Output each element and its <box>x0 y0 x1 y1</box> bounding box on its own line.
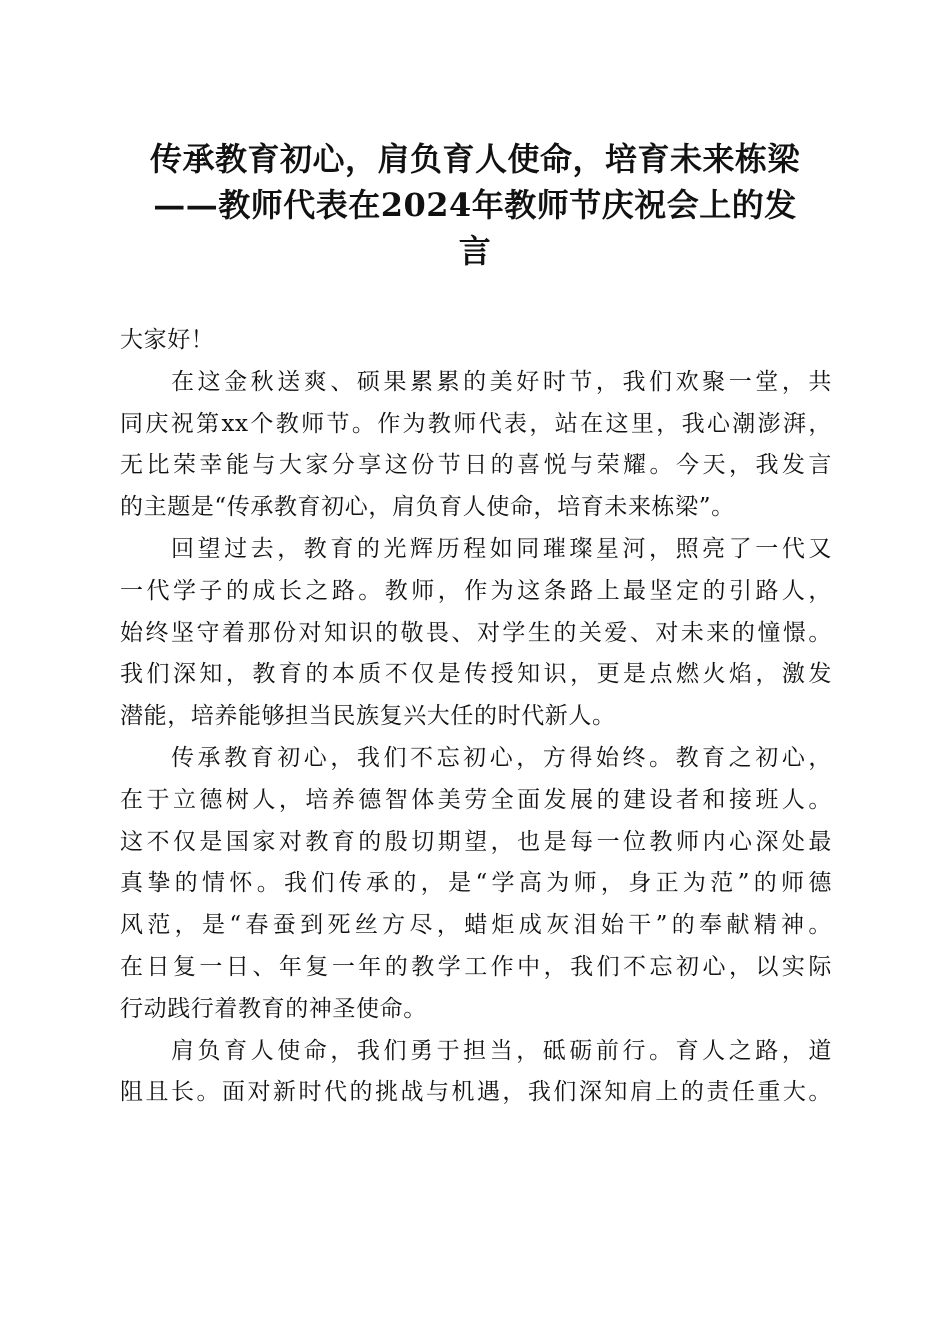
paragraph-line: 回望过去，教育的光辉历程如同璀璨星河，照亮了一代又 <box>171 535 832 562</box>
paragraph-line: 始终坚守着那份对知识的敬畏、对学生的关爱、对未来的憧憬。 <box>120 619 832 646</box>
paragraph-line: 在于立德树人，培养德智体美劳全面发展的建设者和接班人。 <box>120 786 832 813</box>
title-line-3: 言 <box>458 232 492 270</box>
paragraph-line: 行动践行着教育的神圣使命。 <box>120 995 427 1022</box>
paragraph-line: 真挚的情怀。我们传承的，是“学高为师，身正为范”的师德 <box>120 870 832 897</box>
paragraph-line: 传承教育初心，我们不忘初心，方得始终。教育之初心， <box>171 744 832 771</box>
document-body <box>120 320 832 1114</box>
paragraph-line: 无比荣幸能与大家分享这份节日的喜悦与荣耀。今天，我发言 <box>120 452 832 479</box>
greeting: 大家好！ <box>120 327 215 353</box>
title-line-2: ——教师代表在2024年教师节庆祝会上的发 <box>153 186 797 224</box>
paragraph-line: 这不仅是国家对教育的殷切期望，也是每一位教师内心深处最 <box>120 828 832 855</box>
paragraph-line: 同庆祝第xx个教师节。作为教师代表，站在这里，我心潮澎湃， <box>120 410 832 437</box>
paragraph-line: 潜能，培养能够担当民族复兴大任的时代新人。 <box>120 703 616 730</box>
paragraph-line: 肩负育人使命，我们勇于担当，砥砺前行。育人之路，道 <box>171 1037 832 1064</box>
paragraph-line: 一代学子的成长之路。教师，作为这条路上最坚定的引路人， <box>120 577 832 604</box>
title-line-1: 传承教育初心，肩负育人使命，培育未来栋梁 <box>149 140 800 178</box>
document-title <box>110 136 840 274</box>
paragraph-line: 的主题是“传承教育初心，肩负育人使命，培育未来栋梁”。 <box>120 494 735 521</box>
paragraph-line: 在日复一日、年复一年的教学工作中，我们不忘初心，以实际 <box>120 953 832 980</box>
paragraph-line: 风范，是“春蚕到死丝方尽，蜡炬成灰泪始干”的奉献精神。 <box>120 912 832 939</box>
paragraph-line: 阻且长。面对新时代的挑战与机遇，我们深知肩上的责任重大。 <box>120 1079 832 1106</box>
paragraph-line: 在这金秋送爽、硕果累累的美好时节，我们欢聚一堂，共 <box>171 368 832 395</box>
paragraph-line: 我们深知，教育的本质不仅是传授知识，更是点燃火焰，激发 <box>120 661 832 688</box>
